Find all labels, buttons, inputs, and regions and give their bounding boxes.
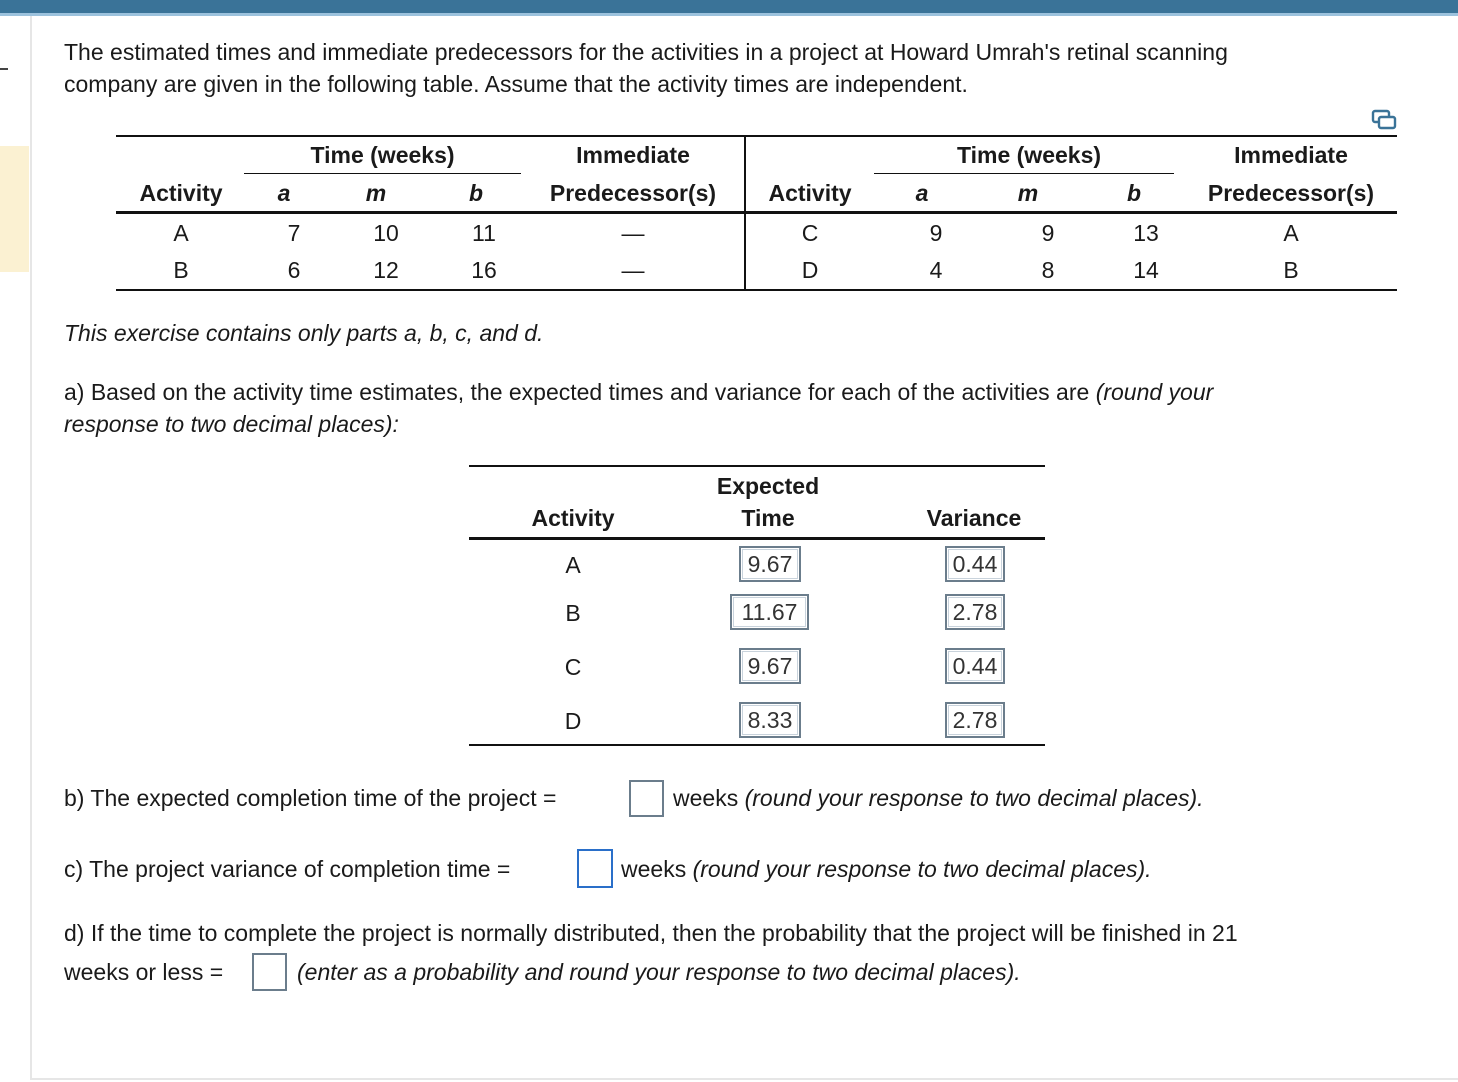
predecessor-header-right-1: Immediate [1234, 142, 1348, 168]
part-b-prefix: b) The expected completion time of the project = [64, 785, 557, 811]
row-b-pred: — [621, 257, 645, 283]
predecessor-header-left-1: Immediate [576, 142, 690, 168]
time-weeks-header-right: Time (weeks) [956, 142, 1102, 168]
part-b-unit: weeks [673, 785, 739, 811]
activity-header-right: Activity [768, 180, 852, 206]
part-b-suffix [673, 782, 1204, 814]
row-d-m: 8 [1041, 257, 1055, 283]
variance-a-field[interactable]: 0.44 [945, 546, 1005, 582]
col-a-header-left: a [277, 180, 291, 206]
part-a-line-1 [64, 376, 1213, 408]
time-weeks-header-left: Time (weeks) [310, 142, 455, 168]
part-c-instruction: (round your response to two decimal places). [692, 856, 1152, 882]
intro-line-1: The estimated times and immediate predecessors for the activities in a project at Howard Umrah's retinal scanning [64, 39, 1228, 65]
row-b-a: 6 [287, 257, 301, 283]
part-d-line-1: d) If the time to complete the project is normally distributed, then the probability that the project will be finished in 21 [64, 920, 1238, 946]
expected-header-2: Time [741, 505, 795, 531]
variance-b-field[interactable]: 2.78 [945, 594, 1005, 630]
part-d-prefix: weeks or less = [64, 959, 224, 985]
copy-icon[interactable] [1371, 109, 1397, 131]
left-tab-marker [0, 146, 29, 272]
variance-header: Variance [926, 505, 1022, 531]
part-c-unit: weeks [621, 856, 687, 882]
row-c-pred: A [1283, 220, 1299, 246]
results-row-d-activity: D [564, 708, 582, 734]
row-d-b: 14 [1133, 257, 1159, 283]
left-border [30, 16, 32, 1078]
results-row-c-activity: C [564, 654, 582, 680]
variance-d-field[interactable]: 2.78 [945, 702, 1005, 738]
col-b-header-left: b [468, 180, 484, 206]
exercise-note: This exercise contains only parts a, b, c, and d. [64, 320, 544, 346]
col-m-header-left: m [365, 180, 387, 206]
variance-c-field[interactable]: 0.44 [945, 648, 1005, 684]
expected-time-c-field[interactable]: 9.67 [739, 648, 801, 684]
col-b-header-right: b [1126, 180, 1142, 206]
part-a-line-2: response to two decimal places): [64, 411, 399, 437]
results-row-a-activity: A [565, 552, 581, 578]
row-a-m: 10 [373, 220, 399, 246]
completion-time-input[interactable] [629, 780, 664, 817]
row-c-activity: C [801, 220, 819, 246]
row-a-a: 7 [287, 220, 301, 246]
predecessor-header-right-2: Predecessor(s) [1207, 180, 1375, 206]
part-a-italic-1: (round your [1095, 379, 1214, 405]
expected-header-1: Expected [716, 473, 820, 499]
row-a-activity: A [173, 220, 189, 246]
row-d-pred: B [1283, 257, 1299, 283]
variance-completion-input[interactable] [577, 849, 613, 888]
intro-line-2: company are given in the following table. Assume that the activity times are independent. [64, 71, 968, 97]
bottom-border [30, 1078, 1458, 1080]
row-c-a: 9 [929, 220, 943, 246]
expected-time-a-field[interactable]: 9.67 [739, 546, 801, 582]
row-d-a: 4 [929, 257, 943, 283]
results-activity-header: Activity [531, 505, 615, 531]
row-c-m: 9 [1041, 220, 1055, 246]
row-b-m: 12 [373, 257, 399, 283]
top-bar [0, 0, 1458, 16]
part-c-suffix [621, 853, 1152, 885]
part-b-instruction: (round your response to two decimal places). [744, 785, 1204, 811]
probability-input[interactable] [252, 953, 287, 991]
predecessor-header-left-2: Predecessor(s) [549, 180, 717, 206]
row-b-activity: B [173, 257, 189, 283]
row-b-b: 16 [471, 257, 497, 283]
row-d-activity: D [801, 257, 819, 283]
col-m-header-right: m [1017, 180, 1039, 206]
row-c-b: 13 [1133, 220, 1159, 246]
results-row-b-activity: B [565, 600, 581, 626]
part-a-text: a) Based on the activity time estimates, the expected times and variance for each of the activities are [64, 379, 1090, 405]
row-a-b: 11 [472, 220, 496, 246]
activity-header-left: Activity [139, 180, 223, 206]
col-a-header-right: a [915, 180, 929, 206]
left-dash [0, 68, 8, 70]
part-d-instruction: (enter as a probability and round your response to two decimal places). [297, 959, 1021, 985]
row-a-pred: — [621, 220, 645, 246]
expected-time-d-field[interactable]: 8.33 [739, 702, 801, 738]
part-c-prefix: c) The project variance of completion time = [64, 856, 511, 882]
expected-time-b-field[interactable]: 11.67 [730, 594, 809, 630]
